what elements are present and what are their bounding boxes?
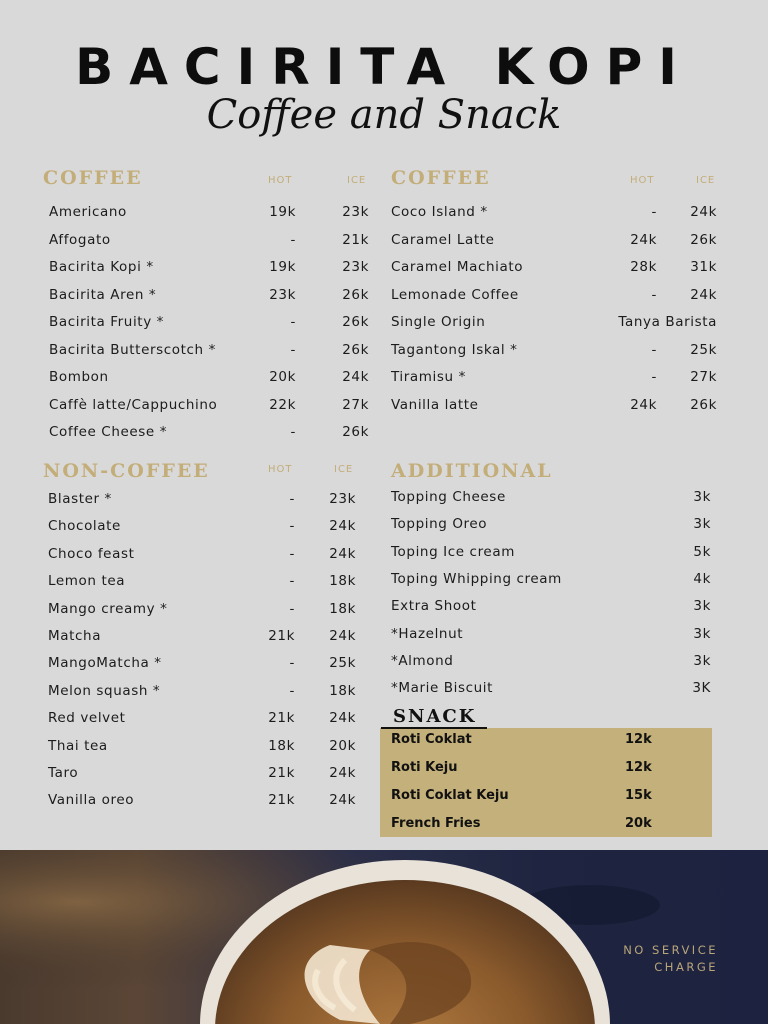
menu-item-name: Caffè latte/Cappuchino bbox=[49, 396, 218, 413]
menu-item-name: Bombon bbox=[49, 369, 109, 385]
menu-item-name: Coffee Cheese * bbox=[49, 424, 168, 440]
menu-item-row bbox=[49, 395, 369, 415]
menu-item-name: Taro bbox=[48, 765, 79, 781]
menu-item-hot-price: 19k bbox=[269, 259, 296, 275]
menu-item-name: Caramel Latte bbox=[391, 231, 495, 248]
menu-item-ice-price: 18k bbox=[329, 573, 356, 590]
menu-item-row bbox=[48, 790, 356, 810]
menu-item-hot-price: 24k bbox=[630, 231, 657, 248]
additional-item-row bbox=[391, 651, 711, 671]
menu-item-ice-price: 26k bbox=[690, 396, 717, 413]
menu-item-hot-price: 22k bbox=[269, 396, 296, 413]
item-price: 3k bbox=[693, 489, 711, 505]
menu-item-hot-price: 24k bbox=[630, 396, 657, 413]
menu-item-hot-price: - bbox=[651, 369, 657, 385]
menu-item-row bbox=[48, 489, 356, 509]
menu-item-name: Vanilla latte bbox=[391, 396, 479, 413]
menu-item-ice-price: 23k bbox=[329, 491, 356, 507]
menu-item-name: Melon squash * bbox=[48, 682, 161, 699]
menu-item-ice-price: 21k bbox=[342, 231, 369, 248]
non-coffee-heading: NON-COFFEE bbox=[43, 460, 210, 482]
menu-item-hot-price: - bbox=[651, 341, 657, 358]
menu-item-hot-price: 21k bbox=[268, 792, 295, 809]
coffee-left-heading: COFFEE bbox=[43, 167, 143, 189]
menu-item-ice-price: 24k bbox=[690, 204, 717, 220]
menu-item-ice-price: Tanya Barista bbox=[618, 314, 717, 330]
menu-item-row bbox=[48, 599, 356, 619]
snack-item-row bbox=[391, 758, 691, 778]
menu-item-hot-price: - bbox=[289, 573, 295, 590]
menu-item-name: MangoMatcha * bbox=[48, 655, 162, 672]
additional-heading: ADDITIONAL bbox=[391, 460, 553, 482]
menu-item-name: Bacirita Butterscotch * bbox=[49, 341, 216, 358]
item-price: 3k bbox=[693, 516, 711, 533]
item-name: *Almond bbox=[391, 652, 454, 669]
menu-item-row bbox=[391, 340, 717, 360]
menu-item-ice-price: 24k bbox=[329, 628, 356, 644]
snack-item-row bbox=[391, 730, 691, 750]
menu-item-hot-price: - bbox=[290, 314, 296, 330]
menu-item-row bbox=[49, 340, 369, 360]
menu-item-row bbox=[49, 312, 369, 332]
menu-item-hot-price: - bbox=[289, 600, 295, 617]
coffee-cup-photo bbox=[0, 850, 768, 1024]
menu-item-name: Lemon tea bbox=[48, 573, 126, 590]
menu-item-ice-price: 27k bbox=[342, 396, 369, 413]
menu-item-hot-price: - bbox=[289, 655, 295, 672]
additional-item-row bbox=[391, 569, 711, 589]
menu-item-row bbox=[391, 230, 717, 250]
coffee-left-hot-label: HOT bbox=[268, 175, 293, 186]
menu-item-hot-price: - bbox=[290, 231, 296, 248]
additional-item-row bbox=[391, 542, 711, 562]
item-name: French Fries bbox=[391, 816, 481, 831]
menu-item-ice-price: 24k bbox=[690, 286, 717, 303]
menu-item-hot-price: - bbox=[289, 682, 295, 699]
menu-item-name: Tiramisu * bbox=[391, 369, 466, 385]
item-name: Toping Ice cream bbox=[391, 543, 515, 560]
menu-item-name: Affogato bbox=[49, 231, 111, 248]
additional-item-row bbox=[391, 487, 711, 507]
item-price: 20k bbox=[625, 816, 652, 831]
menu-item-ice-price: 26k bbox=[342, 286, 369, 303]
item-name: Roti Keju bbox=[391, 760, 458, 775]
menu-item-name: Bacirita Kopi * bbox=[49, 259, 154, 275]
snack-underline bbox=[381, 727, 487, 729]
menu-item-name: Lemonade Coffee bbox=[391, 286, 519, 303]
item-price: 3k bbox=[693, 652, 711, 669]
menu-item-hot-price: - bbox=[289, 518, 295, 535]
menu-item-name: Blaster * bbox=[48, 491, 112, 507]
menu-item-ice-price: 26k bbox=[342, 424, 369, 440]
item-name: Toping Whipping cream bbox=[391, 570, 562, 587]
coffee-right-ice-label: ICE bbox=[696, 175, 716, 186]
menu-item-ice-price: 24k bbox=[329, 792, 356, 809]
item-price: 12k bbox=[625, 732, 652, 747]
non-coffee-ice-label: ICE bbox=[334, 464, 354, 475]
menu-item-hot-price: - bbox=[290, 424, 296, 440]
menu-item-row bbox=[391, 202, 717, 222]
menu-item-row bbox=[48, 763, 356, 783]
snack-item-row bbox=[391, 786, 691, 806]
menu-item-row bbox=[48, 708, 356, 728]
menu-item-row bbox=[391, 312, 717, 332]
item-price: 5k bbox=[693, 543, 711, 560]
menu-item-row bbox=[48, 626, 356, 646]
menu-item-row bbox=[48, 653, 356, 673]
menu-item-ice-price: 24k bbox=[342, 369, 369, 385]
notice-line-1: NO SERVICE bbox=[623, 943, 718, 957]
menu-item-hot-price: - bbox=[651, 204, 657, 220]
menu-item-ice-price: 20k bbox=[329, 737, 356, 754]
menu-item-name: Choco feast bbox=[48, 545, 135, 562]
menu-item-ice-price: 23k bbox=[342, 259, 369, 275]
menu-item-name: Americano bbox=[49, 204, 127, 220]
menu-item-hot-price: 20k bbox=[269, 369, 296, 385]
item-name: Topping Oreo bbox=[391, 516, 488, 533]
menu-item-row bbox=[391, 395, 717, 415]
menu-item-row bbox=[49, 230, 369, 250]
item-price: 15k bbox=[625, 788, 652, 803]
additional-item-row bbox=[391, 596, 711, 616]
item-name: Roti Coklat Keju bbox=[391, 788, 509, 803]
menu-item-row bbox=[49, 202, 369, 222]
item-name: Topping Cheese bbox=[391, 489, 506, 505]
additional-item-row bbox=[391, 678, 711, 698]
latte-art-image bbox=[0, 850, 768, 1024]
menu-item-name: Mango creamy * bbox=[48, 600, 168, 617]
item-name: Extra Shoot bbox=[391, 598, 477, 615]
menu-item-row bbox=[48, 544, 356, 564]
item-price: 3k bbox=[693, 598, 711, 615]
item-name: *Hazelnut bbox=[391, 625, 464, 642]
menu-subtitle: Coffee and Snack bbox=[206, 92, 562, 138]
menu-item-hot-price: 28k bbox=[630, 259, 657, 275]
menu-item-ice-price: 27k bbox=[690, 369, 717, 385]
menu-item-row bbox=[391, 257, 717, 277]
item-price: 4k bbox=[693, 570, 711, 587]
item-name: Roti Coklat bbox=[391, 732, 472, 747]
menu-item-ice-price: 25k bbox=[329, 655, 356, 672]
menu-item-ice-price: 26k bbox=[342, 341, 369, 358]
menu-item-ice-price: 26k bbox=[342, 314, 369, 330]
menu-item-hot-price: - bbox=[290, 341, 296, 358]
menu-item-name: Single Origin bbox=[391, 314, 486, 330]
menu-item-ice-price: 25k bbox=[690, 341, 717, 358]
menu-item-hot-price: 23k bbox=[269, 286, 296, 303]
menu-item-hot-price: 19k bbox=[269, 204, 296, 220]
menu-item-name: Bacirita Aren * bbox=[49, 286, 157, 303]
snack-heading: SNACK bbox=[393, 706, 477, 727]
menu-item-hot-price: 21k bbox=[268, 765, 295, 781]
menu-item-row bbox=[391, 285, 717, 305]
menu-item-name: Coco Island * bbox=[391, 204, 488, 220]
menu-item-name: Chocolate bbox=[48, 518, 121, 535]
menu-item-hot-price: 21k bbox=[268, 628, 295, 644]
notice-line-2: CHARGE bbox=[654, 960, 718, 974]
menu-item-ice-price: 26k bbox=[690, 231, 717, 248]
menu-item-hot-price: - bbox=[651, 286, 657, 303]
non-coffee-hot-label: HOT bbox=[268, 464, 293, 475]
menu-item-row bbox=[48, 571, 356, 591]
menu-item-row bbox=[48, 736, 356, 756]
menu-item-row bbox=[48, 681, 356, 701]
menu-item-row bbox=[391, 367, 717, 387]
coffee-left-ice-label: ICE bbox=[347, 175, 367, 186]
menu-item-row bbox=[48, 516, 356, 536]
menu-item-ice-price: 24k bbox=[329, 710, 356, 727]
menu-item-row bbox=[49, 367, 369, 387]
additional-item-row bbox=[391, 624, 711, 644]
menu-item-ice-price: 31k bbox=[690, 259, 717, 275]
item-price: 3k bbox=[693, 625, 711, 642]
menu-item-hot-price: 18k bbox=[268, 737, 295, 754]
item-price: 12k bbox=[625, 760, 652, 775]
menu-item-ice-price: 18k bbox=[329, 600, 356, 617]
menu-item-hot-price: - bbox=[289, 545, 295, 562]
menu-title: BACIRITA KOPI bbox=[75, 38, 693, 96]
menu-item-row bbox=[49, 257, 369, 277]
coffee-right-heading: COFFEE bbox=[391, 167, 491, 189]
item-price: 3K bbox=[692, 680, 711, 697]
menu-item-ice-price: 23k bbox=[342, 204, 369, 220]
menu-item-row bbox=[49, 285, 369, 305]
menu-item-name: Thai tea bbox=[48, 737, 108, 754]
menu-item-hot-price: 21k bbox=[268, 710, 295, 727]
menu-item-name: Matcha bbox=[48, 628, 102, 644]
menu-item-name: Caramel Machiato bbox=[391, 259, 524, 275]
no-service-charge-notice bbox=[623, 942, 718, 976]
menu-item-row bbox=[49, 422, 369, 442]
menu-item-ice-price: 18k bbox=[329, 682, 356, 699]
menu-item-name: Red velvet bbox=[48, 710, 126, 727]
snack-item-row bbox=[391, 814, 691, 834]
additional-item-row bbox=[391, 514, 711, 534]
menu-item-ice-price: 24k bbox=[329, 545, 356, 562]
menu-item-ice-price: 24k bbox=[329, 518, 356, 535]
menu-item-name: Vanilla oreo bbox=[48, 792, 135, 809]
menu-item-hot-price: - bbox=[289, 491, 295, 507]
item-name: *Marie Biscuit bbox=[391, 680, 494, 697]
menu-item-name: Tagantong Iskal * bbox=[391, 341, 518, 358]
menu-item-ice-price: 24k bbox=[329, 765, 356, 781]
menu-item-name: Bacirita Fruity * bbox=[49, 314, 165, 330]
coffee-right-hot-label: HOT bbox=[630, 175, 655, 186]
